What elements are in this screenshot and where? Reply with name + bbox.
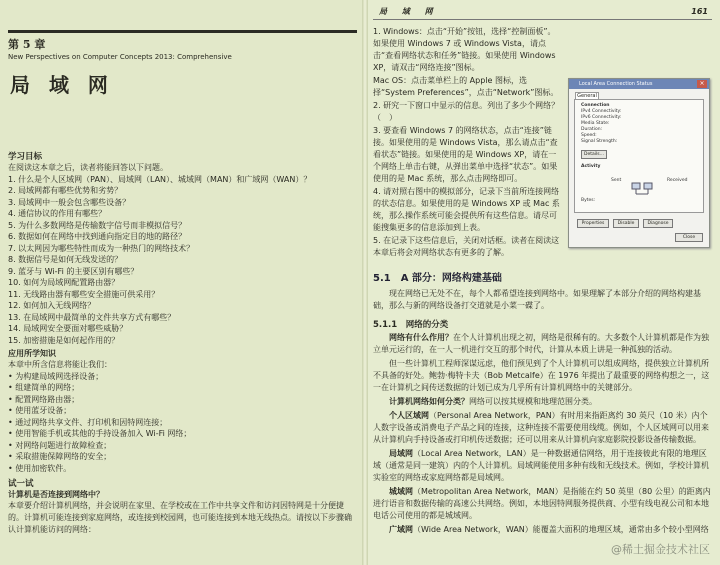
paragraph-lead: 计算机网络如何分类？ <box>389 397 469 406</box>
question-item: 12. 如何加入无线网络？ <box>8 301 96 310</box>
running-title: 局 域 网 <box>379 7 439 16</box>
paragraph-text: （Personal Area Network，PAN）有时用来指距离约 30 英尺（10 米）内个人数字设备或消费电子产品之间的连接，这种连接不需要使用线缆。例如，个人区域网可以用来从计算机向手持设备或打印机传送数据；还可以用来从计算机向家庭影院投影设备传输数据。 <box>373 411 709 444</box>
body-paragraph <box>373 396 712 408</box>
body-paragraph <box>373 486 712 522</box>
knowledge-item: • 通过网络共享文件、打印机和因特网连接； <box>8 417 357 429</box>
status-row: Signal Strength: <box>581 139 618 144</box>
close-button[interactable]: Close <box>675 233 703 242</box>
question-list <box>8 174 357 347</box>
chapter-subtitle: New Perspectives on Computer Concepts 2013: Comprehensive <box>8 53 232 61</box>
step-item: 2. 研究一下窗口中显示的信息。列出了多少个网络？（ ） <box>373 101 560 122</box>
sent-label: Sent <box>611 178 622 183</box>
question-item: 15. 加密措施是如何起作用的？ <box>8 335 120 345</box>
step-item: 3. 要查看 Windows 7 的网络状态，点击“连接”链接。如果使用的是 Windows Vista，那么请点击“查看状态”链接。如果使用的是 Windows XP，请在一个网络上单击右键，从弹出菜单中选择“状态”。如果使用的是 Mac 系统，那么点击网络即可。 <box>373 126 558 183</box>
paragraph-lead: 局域网 <box>389 449 413 458</box>
try-subheading: 计算机是否连接到网络中？ <box>8 490 104 499</box>
section-heading: 5.1 A 部分：网络构建基础 <box>373 273 502 284</box>
knowledge-item: • 采取措施保障网络的安全； <box>8 451 357 463</box>
knowledge-item: • 对网络问题进行故障检查； <box>8 440 357 452</box>
question-item: 4. 通信协议的作用有哪些？ <box>8 209 107 218</box>
body-paragraph <box>373 524 712 536</box>
details-button[interactable]: Details... <box>581 150 607 159</box>
try-heading: 试一试 <box>8 479 34 489</box>
paragraph-text: 网络可以按其规模和地理范围分类。 <box>469 397 597 406</box>
paragraph-lead: 广域网 <box>389 525 413 534</box>
connection-label: Connection <box>581 103 610 108</box>
try-body: 本章要介绍计算机网络，并会说明在家里、在学校或在工作中共享文件和访问因特网是十分便捷的。计算机可能连接到家庭网络，或连接到校园网，也可能连接到本地无线热点。请按以下步骤确认计算机能访问的网络： <box>8 501 352 534</box>
section-intro: 现在网络已无处不在，每个人都希望连接到网络中。如果理解了本部分介绍的网络构建基础，那么与新的网络设备打交道就是小菜一碟了。 <box>373 289 701 310</box>
question-item: 1. 什么是个人区域网（PAN）、局域网（LAN）、城域网（MAN）和广域网（WAN）？ <box>8 174 312 184</box>
status-row: IPv4 Connectivity: <box>581 109 622 114</box>
status-row: Speed: <box>581 133 597 138</box>
dialog-panel <box>574 99 704 213</box>
paragraph-text: （Metropolitan Area Network，MAN）是指能在约 50 英里（80 公里）的距离内进行语音和数据传输的高速公共网络。例如，本地因特网服务提供商、小型有线电视公司和本地电话公司使用的都是城域网。 <box>373 487 711 520</box>
knowledge-item: • 使用蓝牙设备； <box>8 405 357 417</box>
tab-general[interactable]: General <box>575 92 599 99</box>
knowledge-item: • 使用加密软件。 <box>8 463 357 475</box>
question-item: 11. 无线路由器有哪些安全措施可供采用？ <box>8 289 160 299</box>
knowledge-intro: 本章中所含信息将能让我们： <box>8 360 112 369</box>
knowledge-item: • 使用智能手机或其他的手持设备加入 Wi-Fi 网络； <box>8 428 357 440</box>
status-row: Media State: <box>581 121 610 126</box>
objectives-heading: 学习目标 <box>8 152 43 162</box>
knowledge-item: • 组建简单的网络； <box>8 382 357 394</box>
question-item: 14. 局域网安全要面对哪些威胁？ <box>8 324 128 333</box>
question-item: 13. 在局域网中最简单的文件共享方式有哪些？ <box>8 312 176 322</box>
question-item: 7. 以太网因为哪些特性而成为一种热门的网络技术？ <box>8 243 195 253</box>
knowledge-item: • 为构建局域网选择设备； <box>8 371 357 383</box>
network-activity-icon <box>631 182 653 198</box>
watermark: @稀土掘金技术社区 <box>611 543 710 556</box>
body-paragraph <box>373 358 712 394</box>
step-item: 4. 请对照右图中的模拟部分，记录下当前所连接网络的状态信息。如果使用的是 Windows XP 或 Mac 系统，那么操作系统可能会提供所有这些信息。请尽可能搜集更多的信息添加到上表。 <box>373 187 560 232</box>
paragraph-text: 在个人计算机出现之初，网络是很稀有的。大多数个人计算机都是作为独立单元运行的，在一人一机进行交互的那个时代，计算从本质上讲是一种孤独的活动。 <box>373 333 709 354</box>
question-item: 2. 局域网都有哪些优势和劣势？ <box>8 186 123 195</box>
dialog-titlebar <box>569 79 709 89</box>
step-item: 5. 在记录下这些信息后，关闭对话框。读者在阅读这本章后将会对网络状态有更多的了解。 <box>373 236 560 257</box>
paragraph-text: 但一些计算机工程师深谋远虑，他们预见到了个人计算机可以组成网络，提供独立计算机所不具备的好处。鲍勃·梅特卡夫（Bob Metcalfe）在 1976 年提出了最重要的网络构想之一，这一在计算机之间传送数据的计划已成为几乎所有计算机网络中的关键部分。 <box>373 359 710 392</box>
page-number: 161 <box>691 7 708 16</box>
step-item: 1. Windows：点击“开始”按钮，选择“控制面板”。如果使用 Windows 7 或 Windows Vista，请点击“查看网络状态和任务”链接。如果使用 Windows XP，请双击“网络连接”图标。 <box>373 27 556 72</box>
status-row: IPv6 Connectivity: <box>581 115 622 120</box>
question-item: 5. 为什么多数网络是传输数字信号而非模拟信号？ <box>8 220 187 230</box>
activity-label: Activity <box>581 164 601 169</box>
knowledge-heading: 应用所学知识 <box>8 349 56 358</box>
body-paragraph <box>373 332 712 356</box>
chapter-header <box>8 30 357 61</box>
paragraph-text: （Wide Area Network，WAN）能覆盖大面积的地理区域，通常由多个较小型网络 <box>413 525 709 534</box>
book-gutter <box>362 0 368 565</box>
step-item: Mac OS：点击菜单栏上的 Apple 图标，选择“System Preferences”，点击“Network”图标。 <box>373 76 559 97</box>
paragraph-lead: 网络有什么作用？ <box>389 333 453 342</box>
paragraph-text: （Local Area Network，LAN）是一种数据通信网络，用于连接彼此有限的地理区域（通常是同一建筑）内的个人计算机。局域网能使用多种有线和无线技术。例如，学校计算机实验室的网络或家庭网络都是局域网。 <box>373 449 709 482</box>
question-item: 10. 如何为局域网配置路由器？ <box>8 278 120 287</box>
chapter-tag: 第 5 章 <box>8 38 46 51</box>
subsection-heading: 5.1.1 网络的分类 <box>373 320 449 330</box>
bytes-label: Bytes: <box>581 198 596 203</box>
step-list <box>373 26 563 259</box>
paragraph-lead: 个人区域网 <box>389 411 429 420</box>
question-item: 3. 局域网中一般会包含哪些设备？ <box>8 197 131 207</box>
body-paragraph <box>373 410 712 446</box>
dialog-title: Local Area Connection Status <box>579 81 653 87</box>
disable-button[interactable]: Disable <box>613 219 639 228</box>
chapter-title: 局 域 网 <box>10 73 114 97</box>
body-paragraph <box>373 448 712 484</box>
objectives-intro: 在阅读这本章之后，读者将能回答以下问题。 <box>8 163 168 172</box>
connection-status-dialog <box>568 78 710 248</box>
knowledge-list <box>8 371 357 475</box>
close-icon[interactable]: × <box>697 80 707 88</box>
properties-button[interactable]: Properties <box>577 219 609 228</box>
question-item: 9. 蓝牙与 Wi-Fi 的主要区别有哪些？ <box>8 266 139 276</box>
question-item: 8. 数据信号是如何无线发送的？ <box>8 255 123 264</box>
diagnose-button[interactable]: Diagnose <box>643 219 673 228</box>
question-item: 6. 数据如何在网络中找到通向指定目的地的路径？ <box>8 232 187 241</box>
knowledge-item: • 配置网络路由器； <box>8 394 357 406</box>
status-row: Duration: <box>581 127 603 132</box>
running-header <box>373 6 712 20</box>
received-label: Received <box>667 178 688 183</box>
paragraph-lead: 城域网 <box>389 487 413 496</box>
